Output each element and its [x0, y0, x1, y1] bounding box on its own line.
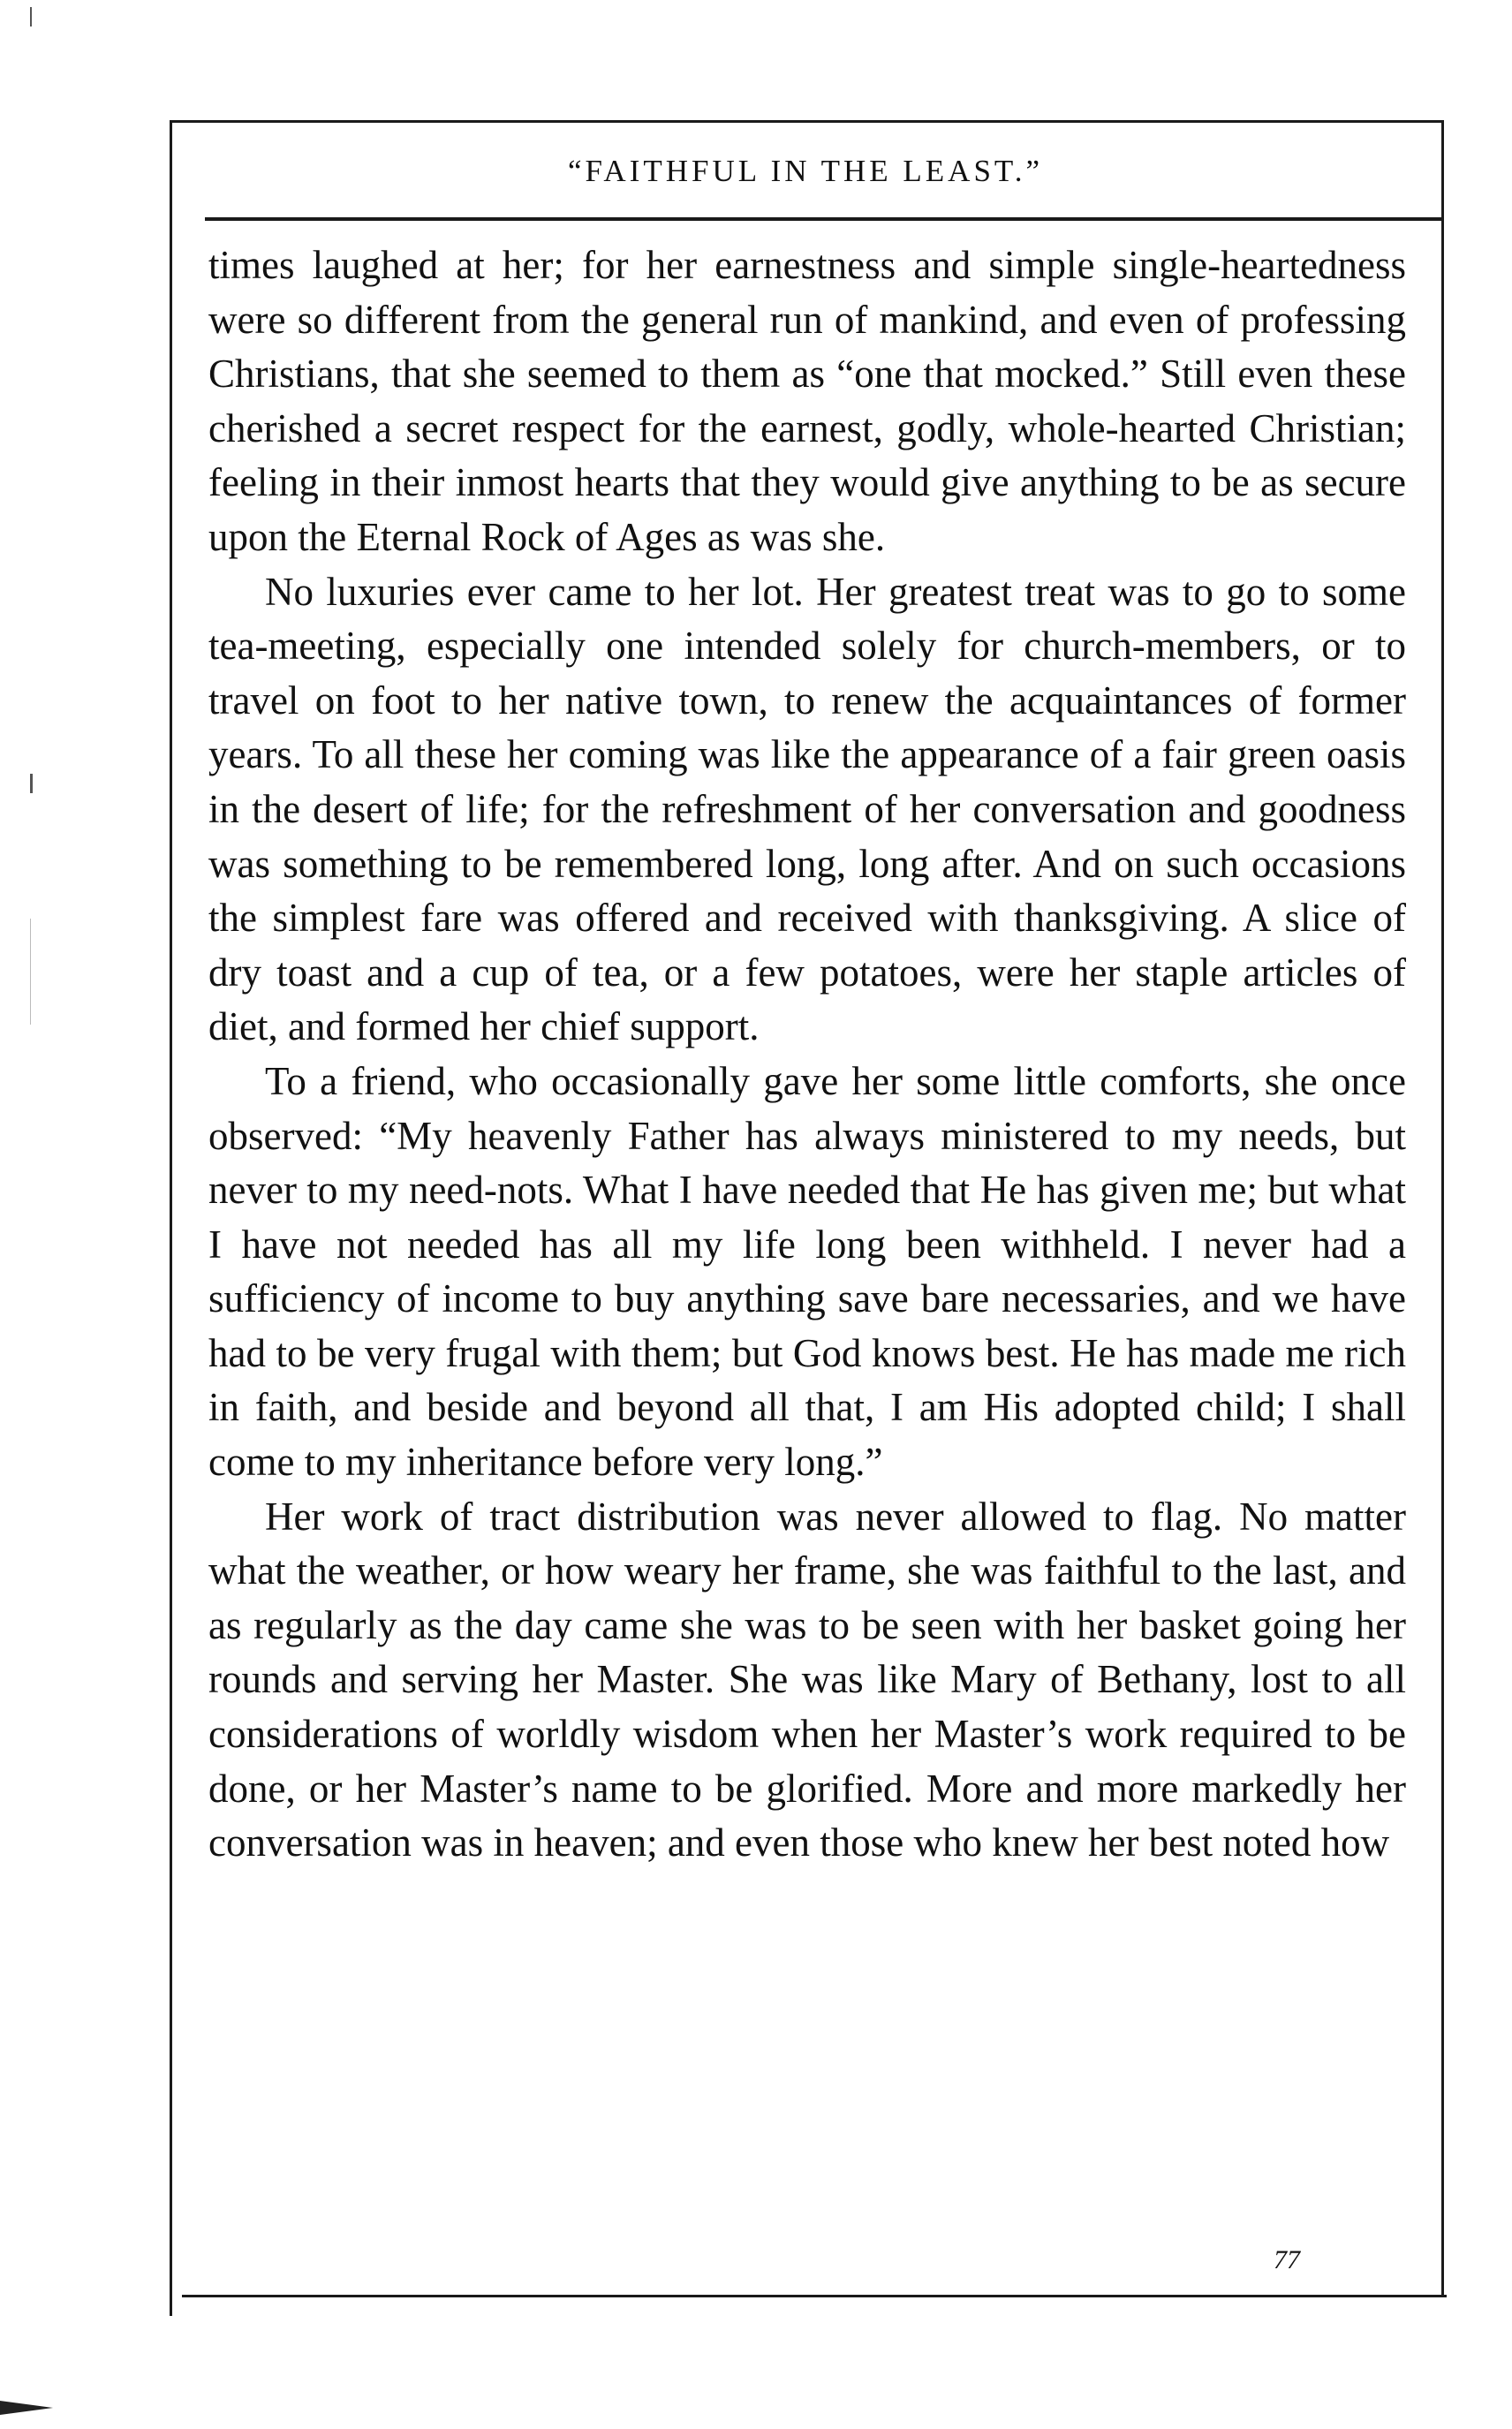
- frame-border-left: [170, 120, 172, 2316]
- frame-border-bottom: [182, 2295, 1447, 2297]
- paragraph: Her work of tract distribution was never allowed to flag. No matter what the weather, or how weary her frame, she was faithful to the last, and as regularly as the day came she was to be seen with her basket going her rounds and serving her Master. She was like Mary of Bethany, lost to all considerations of worldly wisdom when her Master’s work required to be done, or her Master’s name to be glorified. More and more markedly her conversation was in heaven; and even those who knew her best noted how: [208, 1494, 1406, 1865]
- page-number: 77: [1274, 2245, 1300, 2274]
- scan-margin-mark: [30, 774, 33, 793]
- frame-border-top: [170, 120, 1441, 123]
- scan-edge-mark: [0, 2401, 53, 2415]
- frame-border-right: [1441, 120, 1444, 2295]
- paragraph: No luxuries ever came to her lot. Her greatest treat was to go to some tea-meeting, especially one intended solely for church-members, or to travel on foot to her native town, to renew the acquaintances of former years. To all these her coming was like the appearance of a fair green oasis in the desert of life; for the refreshment of her conversation and goodness was something to be remembered long, long after. And on such occasions the simplest fare was offered and received with thanksgiving. A slice of dry toast and a cup of tea, or a few potatoes, were her staple articles of diet, and formed her chief support.: [208, 569, 1406, 1049]
- running-head: “FAITHFUL IN THE LEAST.”: [568, 154, 1043, 188]
- paragraph: times laughed at her; for her earnestness and simple single-heartedness were so different from the general run of mankind, and even of professing Christians, that she seemed to them as “one that mocked.” Still even these cherished a secret respect for the earnest, godly, whole-hearted Christian; feeling in their inmost hearts that they would give anything to be as secure upon the Eternal Rock of Ages as was she.: [208, 243, 1406, 559]
- page-frame: [170, 120, 1452, 2316]
- header-rule: [205, 217, 1441, 221]
- scan-margin-mark: [30, 919, 31, 1025]
- scan-margin-mark: [30, 7, 32, 26]
- paragraph: To a friend, who occasionally gave her some little comforts, she once observed: “My heavenly Father has always ministered to my needs, but never to my need-nots. What I have needed that He has given me; but what I have not needed has all my life long been withheld. I never had a sufficiency of income to buy anything save bare necessaries, and we have had to be very frugal with them; but God knows best. He has made me rich in faith, and beside and beyond all that, I am His adopted child; I shall come to my inheritance before very long.”: [208, 1058, 1406, 1485]
- body-text: [208, 238, 1406, 1871]
